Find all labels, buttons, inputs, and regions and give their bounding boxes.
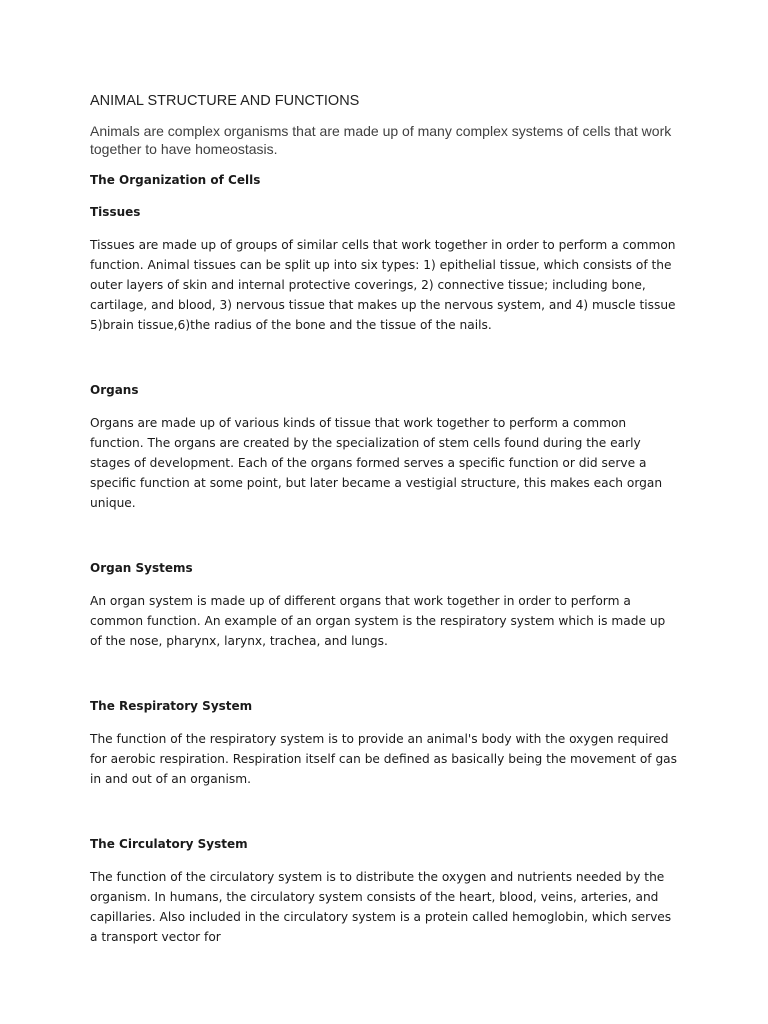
spacer [90,577,680,591]
spacer [90,789,680,835]
spacer [90,853,680,867]
heading-circulatory-system: The Circulatory System [90,837,248,851]
paragraph-respiratory-system: The function of the respiratory system is to provide an animal's body with the oxygen required for aerobic respiration. Respiration itself can be defined as basically being the movement of gas in and out of an organism. [90,732,678,786]
spacer [90,335,680,381]
heading-respiratory-system: The Respiratory System [90,699,253,713]
spacer [90,651,680,697]
heading-organ-systems: Organ Systems [90,561,193,575]
spacer [90,189,680,203]
spacer [90,399,680,413]
paragraph-organ-systems: An organ system is made up of different organs that work together in order to perform a common function. An example of an organ system is the respiratory system which is made up of the nose, pharynx, larynx, trachea, and lungs. [90,594,666,648]
spacer [90,715,680,729]
intro-paragraph: Animals are complex organisms that are made up of many complex systems of cells that work together to have homeostasis. [90,123,672,157]
paragraph-tissues: Tissues are made up of groups of similar cells that work together in order to perform a common function. Animal tissues can be split up into six types: 1) epithelial tissue, which consists of the outer layers of skin and internal protective coverings, 2) connective tissue; including bone, cartilage, and blood, 3) nervous tissue that makes up the nervous system, and 4) muscle tissue 5)brain tissue,6)the radius of the bone and the tissue of the nails. [90,238,676,332]
heading-organs: Organs [90,383,139,397]
document-page [90,92,680,947]
heading-organization-of-cells: The Organization of Cells [90,173,261,187]
paragraph-organs: Organs are made up of various kinds of tissue that work together to perform a common function. The organs are created by the specialization of stem cells found during the early stages of development. Each of the organs formed serves a specific function or did serve a specific function at some point, but later became a vestigial structure, this makes each organ unique. [90,416,663,510]
paragraph-circulatory-system: The function of the circulatory system is to distribute the oxygen and nutrients needed by the organism. In humans, the circulatory system consists of the heart, blood, veins, arteries, and capillaries. Also included in the circulatory system is a protein called hemoglobin, which serves a transport vector for [90,870,672,944]
spacer [90,513,680,559]
spacer [90,221,680,235]
heading-tissues: Tissues [90,205,141,219]
document-title: ANIMAL STRUCTURE AND FUNCTIONS [90,93,360,109]
